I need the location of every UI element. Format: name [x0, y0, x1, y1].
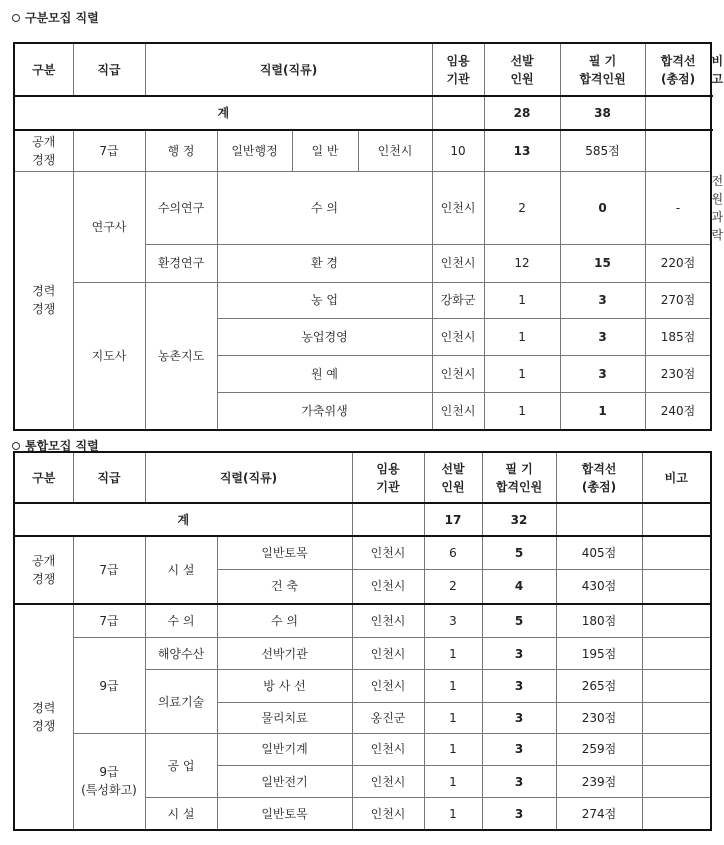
section2-table	[13, 451, 712, 831]
col-gubun: 구분	[14, 43, 73, 96]
circle-bullet-icon	[12, 442, 20, 450]
table-row	[14, 96, 711, 130]
total-pass: 32	[482, 503, 556, 536]
agency-cell: 인천시	[352, 604, 424, 638]
agency-cell: 인천시	[432, 318, 484, 355]
pass-cell: 3	[482, 638, 556, 670]
sub-series-cell: 일반행정	[217, 130, 292, 171]
select-cell: 3	[424, 604, 482, 638]
table-row	[14, 130, 711, 171]
grade-cell: 연구사	[73, 171, 145, 282]
pass-cell: 1	[560, 392, 645, 430]
sub-series-cell: 선박기관	[217, 638, 352, 670]
cutoff-cell: 240점	[645, 392, 711, 430]
grade-cell: 7급	[73, 536, 145, 603]
section1-title-text: 구분모집 직렬	[25, 11, 99, 25]
cutoff-cell: 239점	[556, 766, 642, 798]
select-cell: 6	[424, 536, 482, 569]
circle-bullet-icon	[12, 14, 20, 22]
cutoff-cell: 259점	[556, 733, 642, 765]
cutoff-cell: 430점	[556, 569, 642, 603]
sub-series-cell: 환 경	[217, 244, 432, 282]
select-cell: 1	[484, 318, 560, 355]
select-cell: 1	[484, 392, 560, 430]
pass-cell: 4	[482, 569, 556, 603]
select-cell: 1	[424, 638, 482, 670]
open-competition-label: 공개 경쟁	[14, 536, 73, 603]
sub-series-cell: 수 의	[217, 604, 352, 638]
cutoff-cell: 405점	[556, 536, 642, 569]
pass-cell: 3	[482, 733, 556, 765]
grade-cell: 9급 (특성화고)	[73, 733, 145, 830]
pass-cell: 15	[560, 244, 645, 282]
pass-cell: 3	[482, 670, 556, 702]
agency-cell: 인천시	[352, 733, 424, 765]
agency-cell: 인천시	[352, 670, 424, 702]
cutoff-cell: 265점	[556, 670, 642, 702]
select-cell: 2	[424, 569, 482, 603]
series-cell: 농촌지도	[145, 282, 217, 430]
agency-cell: 인천시	[432, 244, 484, 282]
grade-cell: 9급	[73, 638, 145, 734]
cutoff-cell: 230점	[556, 702, 642, 733]
pass-cell: 3	[560, 318, 645, 355]
pass-cell: 3	[560, 282, 645, 318]
sub-series-cell: 농업경영	[217, 318, 432, 355]
table-row	[14, 503, 711, 536]
section1-header-row: 구분 직급 직렬(직류) 임용 기관 선발 인원 필 기 합격인원 합격선 (총점) 비고	[14, 43, 711, 96]
col-jikgeup: 직급	[73, 43, 145, 96]
grade-cell: 7급	[73, 130, 145, 171]
sub-series-cell: 방 사 선	[217, 670, 352, 702]
total-select: 17	[424, 503, 482, 536]
career-competition-label: 경력 경쟁	[14, 171, 73, 430]
col-gubun: 구분	[14, 452, 73, 503]
cutoff-cell: 274점	[556, 798, 642, 830]
table-row	[14, 733, 711, 765]
select-cell: 1	[424, 798, 482, 830]
select-cell: 1	[424, 670, 482, 702]
table-row: 경력 경쟁 연구사 수의연구 수 의 인천시 2 0 - 전원 과락	[14, 171, 711, 244]
sub-series-cell: 일반기계	[217, 733, 352, 765]
col-cutoff: 합격선 (총점)	[556, 452, 642, 503]
total-select: 28	[484, 96, 560, 130]
agency-cell: 인천시	[432, 355, 484, 392]
col-pass: 필 기 합격인원	[482, 452, 556, 503]
series-cell: 공 업	[145, 733, 217, 797]
agency-cell: 인천시	[352, 766, 424, 798]
series-cell: 해양수산	[145, 638, 217, 670]
sub-series-cell: 가축위생	[217, 392, 432, 430]
section1-title	[12, 9, 99, 26]
agency-cell: 인천시	[352, 569, 424, 603]
series-cell: 의료기술	[145, 670, 217, 733]
agency-cell: 인천시	[432, 171, 484, 244]
cutoff-cell: 185점	[645, 318, 711, 355]
total-label: 계	[14, 96, 432, 130]
section2-title-text: 통합모집 직렬	[25, 439, 99, 453]
section2-header-row	[14, 452, 711, 503]
series-cell: 행 정	[145, 130, 217, 171]
agency-cell: 인천시	[352, 638, 424, 670]
sub-series-cell: 일반토목	[217, 536, 352, 569]
sub-series-cell: 일반토목	[217, 798, 352, 830]
grade-cell: 지도사	[73, 282, 145, 430]
series-cell: 수의연구	[145, 171, 217, 244]
series-cell: 시 설	[145, 798, 217, 830]
cutoff-cell: 270점	[645, 282, 711, 318]
col-note: 비고	[642, 452, 711, 503]
agency-cell: 인천시	[352, 798, 424, 830]
pass-cell: 3	[482, 798, 556, 830]
col-select: 선발 인원	[484, 43, 560, 96]
table-row	[14, 638, 711, 670]
col-pass: 필 기 합격인원	[560, 43, 645, 96]
sub-series-cell: 원 예	[217, 355, 432, 392]
col-cutoff: 합격선 (총점)	[645, 43, 711, 96]
agency-cell: 옹진군	[352, 702, 424, 733]
section1-table	[13, 42, 724, 431]
pass-cell: 3	[560, 355, 645, 392]
sub-series-cell: 수 의	[217, 171, 432, 244]
select-cell: 2	[484, 171, 560, 244]
select-cell: 1	[424, 766, 482, 798]
agency-cell: 인천시	[358, 130, 432, 171]
cutoff-cell: 220점	[645, 244, 711, 282]
cutoff-cell: 180점	[556, 604, 642, 638]
total-pass: 38	[560, 96, 645, 130]
select-cell: 10	[432, 130, 484, 171]
table-row	[14, 604, 711, 638]
total-label: 계	[14, 503, 352, 536]
cutoff-cell: 195점	[556, 638, 642, 670]
cutoff-cell: 230점	[645, 355, 711, 392]
agency-cell: 인천시	[352, 536, 424, 569]
agency-cell: 강화군	[432, 282, 484, 318]
series-cell: 수 의	[145, 604, 217, 638]
sub-series-cell: 물리치료	[217, 702, 352, 733]
select-cell: 1	[484, 355, 560, 392]
pass-cell: 13	[484, 130, 560, 171]
table-row	[14, 536, 711, 569]
cutoff-cell: -	[645, 171, 711, 244]
pass-cell: 3	[482, 766, 556, 798]
sub-series-cell: 건 축	[217, 569, 352, 603]
col-select: 선발 인원	[424, 452, 482, 503]
series-cell: 시 설	[145, 536, 217, 603]
sub-series-cell: 농 업	[217, 282, 432, 318]
select-cell: 1	[484, 282, 560, 318]
col-jikgeup: 직급	[73, 452, 145, 503]
agency-cell: 인천시	[432, 392, 484, 430]
cutoff-cell: 585점	[560, 130, 645, 171]
col-agency: 임용 기관	[352, 452, 424, 503]
col-agency: 임용 기관	[432, 43, 484, 96]
pass-cell: 3	[482, 702, 556, 733]
sub-series-cell: 일 반	[292, 130, 358, 171]
career-competition-label: 경력 경쟁	[14, 604, 73, 830]
select-cell: 1	[424, 702, 482, 733]
col-jikryeol: 직렬(직류)	[145, 43, 432, 96]
col-jikryeol: 직렬(직류)	[145, 452, 352, 503]
select-cell: 1	[424, 733, 482, 765]
grade-cell: 7급	[73, 604, 145, 638]
series-cell: 환경연구	[145, 244, 217, 282]
open-competition-label: 공개 경쟁	[14, 130, 73, 171]
pass-cell: 5	[482, 604, 556, 638]
table-row	[14, 282, 711, 318]
select-cell: 12	[484, 244, 560, 282]
pass-cell: 5	[482, 536, 556, 569]
sub-series-cell: 일반전기	[217, 766, 352, 798]
pass-cell: 0	[560, 171, 645, 244]
